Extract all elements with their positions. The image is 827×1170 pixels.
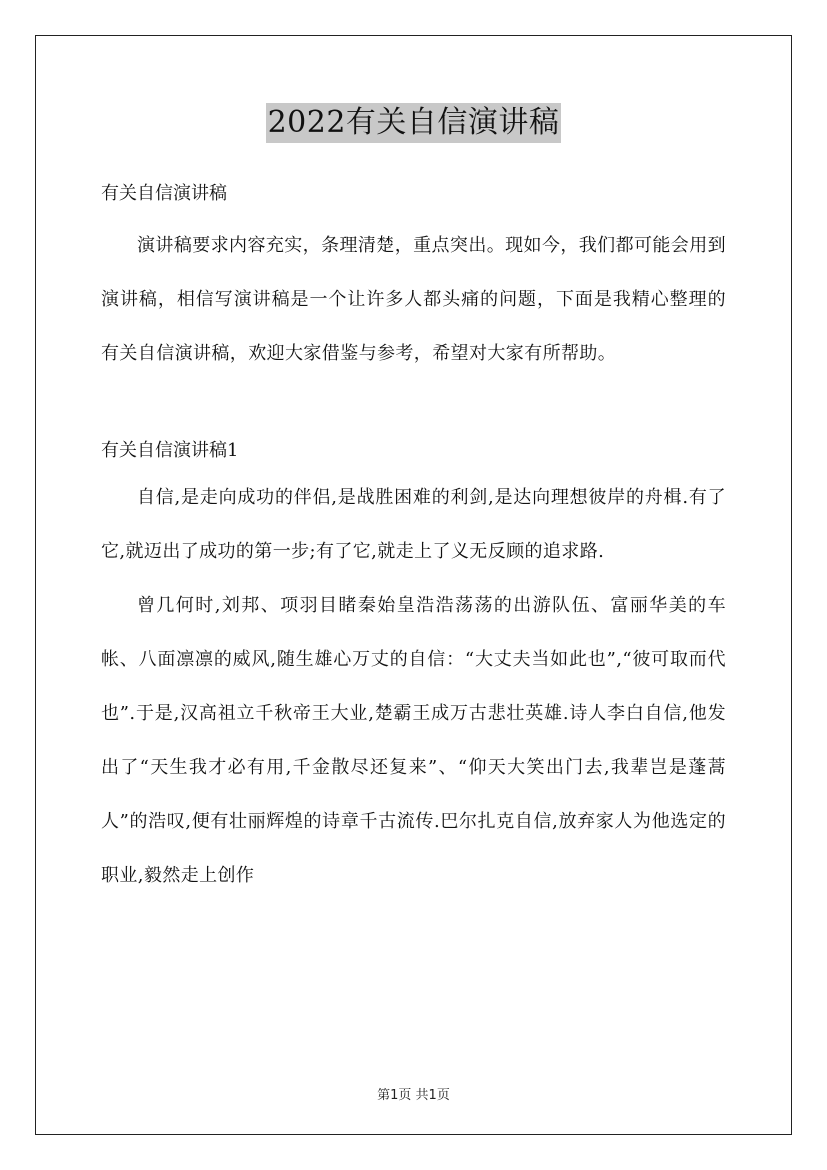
page-number: 第1页 共1页 bbox=[377, 1088, 450, 1103]
spacer bbox=[101, 381, 726, 431]
page-footer bbox=[0, 1084, 827, 1103]
intro-heading: 有关自信演讲稿 bbox=[101, 183, 227, 204]
section-paragraph: 自信,是走向成功的伴侣,是战胜困难的利剑,是达向理想彼岸的舟楫.有了它,就迈出了成功的第一步;有了它,就走上了义无反顾的追求路. bbox=[101, 487, 726, 562]
intro-paragraph: 演讲稿要求内容充实，条理清楚，重点突出。现如今，我们都可能会用到演讲稿，相信写演讲稿是一个让许多人都头痛的问题，下面是我精心整理的有关自信演讲稿，欢迎大家借鉴与参考，希望对大家有所帮助。 bbox=[101, 235, 726, 364]
section-heading: 有关自信演讲稿1 bbox=[101, 440, 239, 461]
document-body bbox=[101, 174, 726, 903]
section-paragraph: 曾几何时,刘邦、项羽目睹秦始皇浩浩荡荡的出游队伍、富丽华美的车帐、八面凛凛的威风,随生雄心万丈的自信：“大丈夫当如此也”,“彼可取而代也”.于是,汉高祖立千秋帝王大业,楚霸王成万古悲壮英雄.诗人李白自信,他发出了“天生我才必有用,千金散尽还复来”、“仰天大笑出门去,我辈岂是蓬蒿人”的浩叹,便有壮丽辉煌的诗章千古流传.巴尔扎克自信,放弃家人为他选定的职业,毅然走上创作 bbox=[101, 595, 726, 886]
document-title: 2022有关自信演讲稿 bbox=[266, 103, 562, 143]
title-container bbox=[0, 103, 827, 143]
